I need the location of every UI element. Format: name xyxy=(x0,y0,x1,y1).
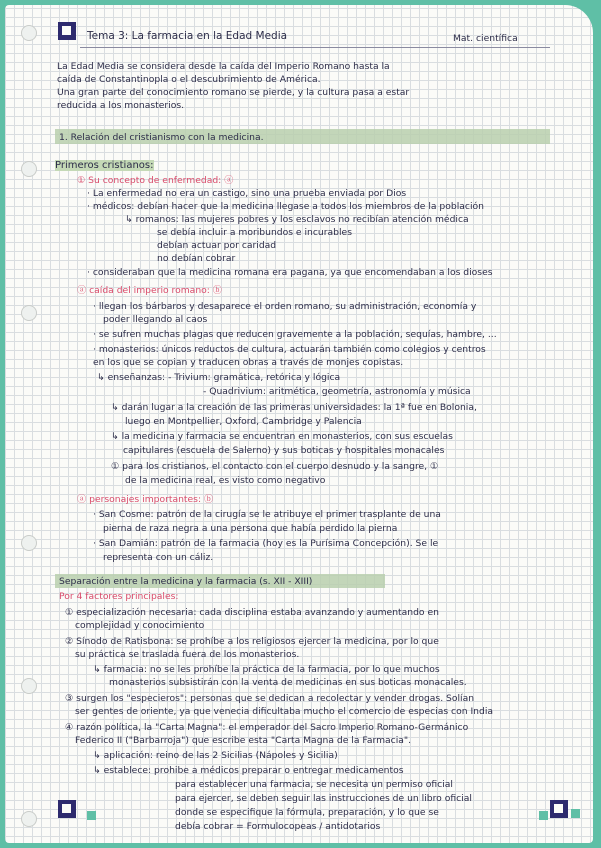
corner-mark-icon xyxy=(550,800,568,818)
note-line: su práctica se traslada fuera de los monasterios. xyxy=(75,649,300,660)
binder-hole xyxy=(21,25,37,41)
intro-line: reducida a los monasterios. xyxy=(57,100,185,111)
binder-hole xyxy=(21,161,37,177)
note-line: ⓐ personajes importantes: ⓑ xyxy=(77,494,214,505)
note-line: · consideraban que la medicina romana era pagana, ya que encomendaban a los dioses xyxy=(87,267,493,278)
notebook-page xyxy=(5,5,593,843)
note-line: complejidad y conocimiento xyxy=(75,620,205,631)
intro-line: Una gran parte del conocimiento romano se pierde, y la cultura pasa a estar xyxy=(57,87,410,98)
note-line: se debía incluir a moribundos e incurables xyxy=(157,227,352,238)
note-line: poder llegando al caos xyxy=(103,314,208,325)
note-line: monasterios subsistirán con la venta de medicinas en sus boticas monacales. xyxy=(109,677,467,688)
note-line: - Quadrivium: aritmética, geometría, astronomía y música xyxy=(203,386,471,397)
note-line: debía cobrar = Formulocopeas / antidotarios xyxy=(175,821,381,832)
note-line: · monasterios: únicos reductos de cultura, actuarán también como colegios y centros xyxy=(93,344,486,355)
note-line: ↳ establece: prohibe a médicos preparar o entregar medicamentos xyxy=(93,765,404,776)
note-line: ⓐ caída del imperio romano: ⓑ xyxy=(77,285,222,296)
note-line: ↳ romanos: las mujeres pobres y los esclavos no recibían atención médica xyxy=(125,214,469,225)
note-line: ↳ enseñanzas: - Trivium: gramática, retórica y lógica xyxy=(97,372,341,383)
corner-mark-icon xyxy=(58,800,76,818)
section-title: 1. Relación del cristianismo con la medicina. xyxy=(59,132,264,143)
intro-line: La Edad Media se considera desde la caída del Imperio Romano hasta la xyxy=(57,61,390,72)
header-divider xyxy=(80,47,550,48)
section-title: Separación entre la medicina y la farmacia (s. XII - XIII) xyxy=(59,576,313,587)
note-line: ② Sínodo de Ratisbona: se prohíbe a los religiosos ejercer la medicina, por lo que xyxy=(65,636,439,647)
note-line: ① especialización necesaria: cada disciplina estaba avanzando y aumentando en xyxy=(65,607,439,618)
intro-line: caída de Constantinopla o el descubrimiento de América. xyxy=(57,74,321,85)
page-title: Tema 3: La farmacia en la Edad Media xyxy=(87,30,288,42)
note-line: para ejercer, se deben seguir las instrucciones de un libro oficial xyxy=(175,793,472,804)
note-line: · San Damián: patrón de la farmacia (hoy es la Purísima Concepción). Se le xyxy=(93,538,439,549)
note-line: ↳ darán lugar a la creación de las primeras universidades: la 1ª fue en Bolonia, xyxy=(111,402,477,413)
binder-hole xyxy=(21,305,37,321)
note-line: no debían cobrar xyxy=(157,253,236,264)
note-line: Federico II ("Barbarroja") que escribe esta "Carta Magna de la Farmacia". xyxy=(75,735,412,746)
note-line: capitulares (escuela de Salerno) y sus boticas y hospitales monacales xyxy=(123,445,445,456)
note-line: ① Su concepto de enfermedad: ⓐ xyxy=(77,175,234,186)
binder-hole xyxy=(21,535,37,551)
note-line: · médicos: debían hacer que la medicina llegase a todos los miembros de la población xyxy=(87,201,484,212)
square-marker-icon xyxy=(539,811,548,820)
note-line: ↳ la medicina y farmacia se encuentran en monasterios, con sus escuelas xyxy=(111,431,453,442)
note-line: ser gentes de oriente, ya que venecia dificultaba mucho el comercio de especias con India xyxy=(75,706,494,717)
binder-hole xyxy=(21,811,37,827)
note-line: ↳ aplicación: reino de las 2 Sicilias (Nápoles y Sicilia) xyxy=(93,750,338,761)
note-line: · se sufren muchas plagas que reducen gravemente a la población, sequías, hambre, ... xyxy=(93,329,497,340)
note-line: luego en Montpellier, Oxford, Cambridge y Palencia xyxy=(125,416,362,427)
note-line: representa con un cáliz. xyxy=(103,552,214,563)
note-line: ① para los cristianos, el contacto con el cuerpo desnudo y la sangre, ① xyxy=(111,461,439,472)
note-line: en los que se copian y traducen obras a través de monjes copistas. xyxy=(93,357,404,368)
note-line: ↳ farmacia: no se les prohíbe la práctica de la farmacia, por lo que muchos xyxy=(93,664,440,675)
note-line: ③ surgen los "especieros": personas que se dedican a recolectar y vender drogas. Solían xyxy=(65,693,475,704)
note-line: · llegan los bárbaros y desaparece el orden romano, su administración, economía y xyxy=(93,301,477,312)
note-line: ④ razón política, la "Carta Magna": el emperador del Sacro Imperio Romano-Germánico xyxy=(65,722,469,733)
note-line: · San Cosme: patrón de la cirugía se le atribuye el primer trasplante de una xyxy=(93,509,441,520)
binder-hole xyxy=(21,678,37,694)
note-line: donde se especifique la fórmula, preparación, y lo que se xyxy=(175,807,439,818)
note-line: · La enfermedad no era un castigo, sino una prueba enviada por Dios xyxy=(87,188,407,199)
note-line: para establecer una farmacia, se necesita un permiso oficial xyxy=(175,779,453,790)
note-line: debían actuar por caridad xyxy=(157,240,277,251)
section-subtitle: Primeros cristianos: xyxy=(55,160,154,171)
corner-mark-icon xyxy=(58,22,76,40)
note-line: de la medicina real, es visto como negativo xyxy=(125,475,326,486)
note-line: pierna de raza negra a una persona que había perdido la pierna xyxy=(103,523,398,534)
section-subtitle: Por 4 factores principales: xyxy=(59,591,179,602)
subject-label: Mat. científica xyxy=(453,33,518,44)
square-marker-icon xyxy=(87,811,96,820)
